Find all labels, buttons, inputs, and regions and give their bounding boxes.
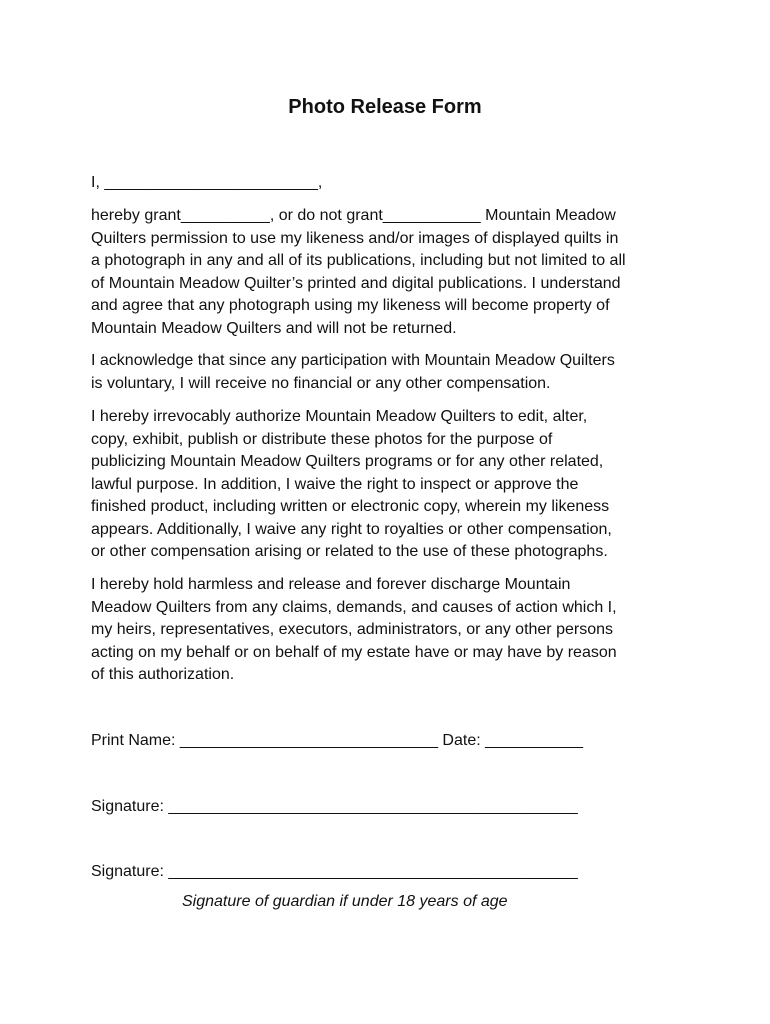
paragraph-line: lawful purpose. In addition, I waive the right to inspect or approve the	[91, 475, 579, 493]
paragraph-line: hereby grant__________, or do not grant___________ Mountain Meadow	[91, 207, 616, 224]
paragraph-line: Meadow Quilters from any claims, demands, and causes of action which I,	[91, 598, 617, 616]
print-name-date-line: Print Name: _____________________________ Date: ___________	[91, 732, 583, 749]
paragraph-line: I hereby hold harmless and release and forever discharge Mountain	[91, 576, 571, 593]
paragraph-line: Quilters permission to use my likeness and/or images of displayed quilts in	[91, 229, 619, 247]
paragraph-line: I acknowledge that since any participation with Mountain Meadow Quilters	[91, 352, 615, 369]
page-title: Photo Release Form	[288, 96, 482, 118]
signature-line: Signature: ______________________________________________	[91, 798, 578, 815]
paragraph-line: appears. Additionally, I waive any right to royalties or other compensation,	[91, 520, 612, 538]
guardian-note: Signature of guardian if under 18 years of age	[182, 893, 508, 910]
paragraph-line: acting on my behalf or on behalf of my estate have or may have by reason	[91, 643, 617, 661]
paragraph-line: is voluntary, I will receive no financial or any other compensation.	[91, 374, 551, 392]
paragraph-release	[91, 574, 691, 687]
paragraph-line: a photograph in any and all of its publications, including but not limited to all	[91, 252, 626, 269]
paragraph-acknowledge	[91, 350, 691, 395]
paragraph-authorize	[91, 406, 691, 564]
guardian-signature-line: Signature: ______________________________________________	[91, 863, 578, 880]
paragraph-line: and agree that any photograph using my likeness will become property of	[91, 297, 610, 314]
paragraph-line: my heirs, representatives, executors, administrators, or any other persons	[91, 621, 613, 638]
paragraph-line: or other compensation arising or related to the use of these photographs.	[91, 543, 608, 560]
paragraph-line: finished product, including written or electronic copy, wherein my likeness	[91, 498, 610, 515]
paragraph-line: copy, exhibit, publish or distribute these photos for the purpose of	[91, 430, 553, 448]
paragraph-line: Mountain Meadow Quilters and will not be returned.	[91, 319, 457, 337]
paragraph-line: of this authorization.	[91, 666, 235, 683]
name-line: I, ________________________,	[91, 174, 323, 191]
paragraph-line: of Mountain Meadow Quilter’s printed and digital publications. I understand	[91, 274, 621, 292]
paragraph-grant	[91, 205, 691, 340]
paragraph-line: I hereby irrevocably authorize Mountain Meadow Quilters to edit, alter,	[91, 408, 588, 425]
paragraph-line: publicizing Mountain Meadow Quilters programs or for any other related,	[91, 453, 604, 470]
